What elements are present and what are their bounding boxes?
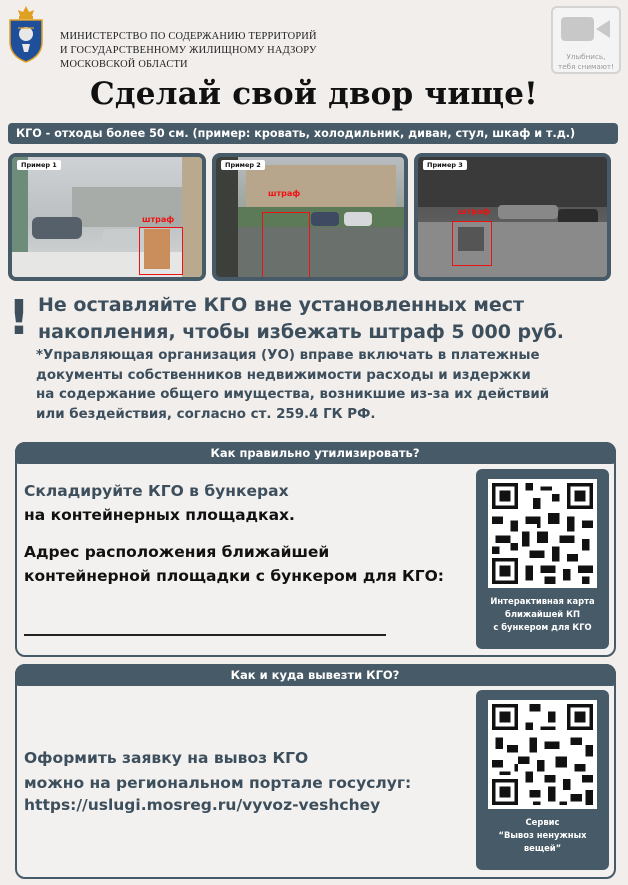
photo-scene-icon [216,157,404,277]
qr-code-icon[interactable] [488,479,597,588]
address-fill-line [24,634,386,636]
warning-line: накопления, чтобы избежать штраф 5 000 руб. [38,321,565,343]
address-prompt [24,540,464,588]
page-title: Сделай свой двор чище! [90,76,538,112]
fine-warning [38,292,598,346]
camera-notice [551,6,621,74]
camera-notice-line: Улыбнись, [566,52,606,61]
qr-caption-line: Интерактивная карта [490,596,595,606]
example-tag: Пример 2 [221,160,265,170]
violation-frame [139,227,183,275]
ministry-line: И ГОСУДАРСТВЕННОМУ ЖИЛИЩНОМУ НАДЗОРУ [60,45,317,56]
fine-label: штраф [142,215,175,224]
address-prompt-line: Адрес расположения ближайшей [24,543,330,561]
camera-icon [561,17,594,41]
qr-card-map[interactable] [476,469,609,649]
note-line: *Управляющая организация (УО) вправе включать в платежные [36,348,540,363]
camera-notice-text [553,52,619,72]
qr-caption-line: ближайшей КП [505,609,580,619]
qr-code-icon[interactable] [488,700,597,809]
ministry-line: МИНИСТЕРСТВО ПО СОДЕРЖАНИЮ ТЕРРИТОРИЙ [60,31,317,42]
kgo-definition-bar: КГО - отходы более 50 см. (пример: кровать, холодильник, диван, стул, шкаф и т.д.) [8,123,618,144]
gosuslugi-link[interactable]: https://uslugi.mosreg.ru/vyvoz-veshchey [24,796,381,814]
camera-notice-line: тебя снимают! [558,62,614,71]
panel-header: Как и куда вывезти КГО? [15,664,616,686]
disposal-instruction: Складируйте КГО в бункерах [24,482,289,500]
qr-card-service[interactable] [476,690,609,870]
note-line: на содержание общего имущества, возникшие из-за их действий [36,387,550,402]
address-prompt-line: контейнерной площадки с бункером для КГО: [24,567,444,585]
fine-label: штраф [268,189,301,198]
example-tag: Пример 1 [17,160,61,170]
qr-caption [476,595,609,634]
qr-caption-line: Сервис [525,817,560,827]
ministry-line: МОСКОВСКОЙ ОБЛАСТИ [60,59,188,70]
example-photo-1 [8,153,206,281]
warning-line: Не оставляйте КГО вне установленных мест [38,294,525,316]
fine-label: штраф [458,207,491,216]
panel-header: Как правильно утилизировать? [15,442,616,464]
violation-frame [452,221,492,266]
coat-of-arms-icon [6,4,46,64]
legal-note [36,346,616,424]
removal-line: Оформить заявку на вывоз КГО [24,749,309,767]
photo-scene-icon [418,157,607,277]
qr-caption [476,816,609,855]
qr-caption-line: вещей” [523,843,562,853]
qr-caption-line: “Вывоз ненужных [498,830,587,840]
qr-caption-line: с бункером для КГО [493,622,592,632]
disposal-instruction: на контейнерных площадках. [24,506,295,524]
note-line: или бездействия, согласно ст. 259.4 ГК РФ. [36,406,376,422]
note-line: документы собственников недвижимости расходы и издержки [36,367,531,383]
removal-line: можно на региональном портале госуслуг: [24,774,412,792]
ministry-name [60,30,330,72]
example-photo-3 [414,153,611,281]
camera-lens-icon [596,20,610,38]
violation-frame [262,212,310,278]
exclamation-icon: ! [8,290,30,346]
example-photo-2 [212,153,408,281]
example-tag: Пример 3 [423,160,467,170]
removal-instruction [24,746,464,796]
